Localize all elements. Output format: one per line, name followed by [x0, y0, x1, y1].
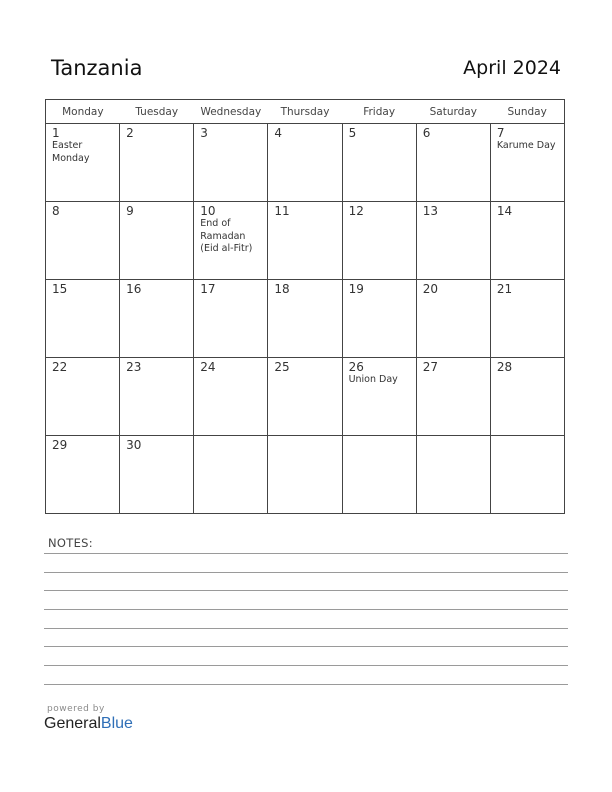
day-cell	[46, 436, 120, 514]
day-number: 13	[422, 204, 438, 218]
brand-general-text: General	[44, 715, 101, 732]
day-number: 4	[274, 126, 283, 140]
notes-line	[44, 609, 568, 610]
day-cell	[120, 124, 194, 202]
calendar-grid	[45, 99, 565, 514]
day-number: 19	[348, 282, 364, 296]
day-cell	[342, 358, 416, 436]
notes-line	[44, 590, 568, 591]
day-cell	[416, 124, 490, 202]
day-number: 28	[496, 360, 513, 374]
notes-line	[44, 665, 568, 666]
day-cell	[268, 358, 342, 436]
day-cell	[490, 436, 564, 514]
day-number: 8	[52, 204, 60, 218]
day-number: 2	[126, 126, 134, 140]
week-row	[46, 280, 565, 358]
day-cell	[490, 124, 564, 202]
weekday-header: Friday	[342, 100, 416, 124]
day-number: 16	[126, 282, 142, 296]
day-cell	[416, 436, 490, 514]
weekday-header: Saturday	[416, 100, 490, 124]
day-number: 17	[200, 282, 216, 296]
day-number: 26	[348, 360, 364, 374]
weekday-header: Wednesday	[194, 100, 268, 124]
day-number: 23	[126, 360, 142, 374]
day-number: 18	[274, 282, 290, 296]
day-number: 24	[200, 360, 216, 374]
brand-blue-text: Blue	[100, 715, 133, 732]
day-cell	[416, 358, 490, 436]
day-number: 12	[348, 204, 364, 218]
day-cell	[120, 280, 194, 358]
day-number: 22	[52, 360, 68, 374]
day-number: 6	[422, 126, 431, 140]
notes-label: NOTES:	[48, 536, 93, 550]
day-number: 29	[52, 438, 68, 452]
day-cell	[194, 202, 268, 280]
day-cell	[194, 436, 268, 514]
notes-line	[44, 572, 568, 573]
day-cell	[342, 124, 416, 202]
day-cell	[46, 202, 120, 280]
week-row	[46, 202, 565, 280]
holiday-label: Karume Day	[496, 140, 556, 151]
day-cell	[416, 202, 490, 280]
day-number: 5	[348, 126, 357, 140]
day-cell	[268, 436, 342, 514]
day-number: 20	[422, 282, 438, 296]
day-number: 25	[274, 360, 290, 374]
day-cell	[46, 124, 120, 202]
holiday-label: End of Ramadan (Eid al-Fitr)	[200, 218, 253, 254]
day-cell	[490, 358, 564, 436]
day-number: 30	[126, 438, 142, 452]
day-number: 1	[52, 126, 60, 140]
week-row	[46, 124, 565, 202]
day-cell	[268, 280, 342, 358]
day-cell	[46, 280, 120, 358]
notes-line	[44, 684, 568, 685]
brand-logo	[44, 704, 133, 733]
day-cell	[342, 280, 416, 358]
day-cell	[120, 436, 194, 514]
day-cell	[342, 202, 416, 280]
weekday-header: Monday	[46, 100, 120, 124]
day-number: 14	[496, 204, 513, 218]
weekday-header: Sunday	[490, 100, 564, 124]
day-number: 27	[422, 360, 438, 374]
day-number: 10	[200, 204, 216, 218]
powered-by-text: powered by	[47, 704, 105, 714]
day-number: 7	[496, 126, 505, 140]
notes-line	[44, 646, 568, 647]
day-cell	[490, 280, 564, 358]
day-number: 11	[274, 204, 290, 218]
day-cell	[490, 202, 564, 280]
weekday-header: Thursday	[268, 100, 342, 124]
day-cell	[120, 202, 194, 280]
day-number: 3	[200, 126, 208, 140]
day-cell	[194, 124, 268, 202]
day-cell	[120, 358, 194, 436]
holiday-label: Union Day	[348, 374, 398, 385]
weekday-header: Tuesday	[120, 100, 194, 124]
weekday-header-row	[46, 100, 565, 124]
day-cell	[416, 280, 490, 358]
day-number: 21	[496, 282, 513, 296]
day-cell	[342, 436, 416, 514]
day-cell	[268, 202, 342, 280]
brand-name	[44, 715, 133, 733]
day-number: 15	[52, 282, 68, 296]
week-row	[46, 436, 565, 514]
holiday-label: Easter Monday	[52, 140, 90, 164]
day-cell	[194, 358, 268, 436]
day-cell	[194, 280, 268, 358]
notes-line	[44, 553, 568, 554]
day-number: 9	[126, 204, 134, 218]
day-cell	[268, 124, 342, 202]
country-title: Tanzania	[51, 56, 143, 80]
week-row	[46, 358, 565, 436]
month-title: April 2024	[463, 57, 561, 79]
day-cell	[46, 358, 120, 436]
notes-line	[44, 628, 568, 629]
